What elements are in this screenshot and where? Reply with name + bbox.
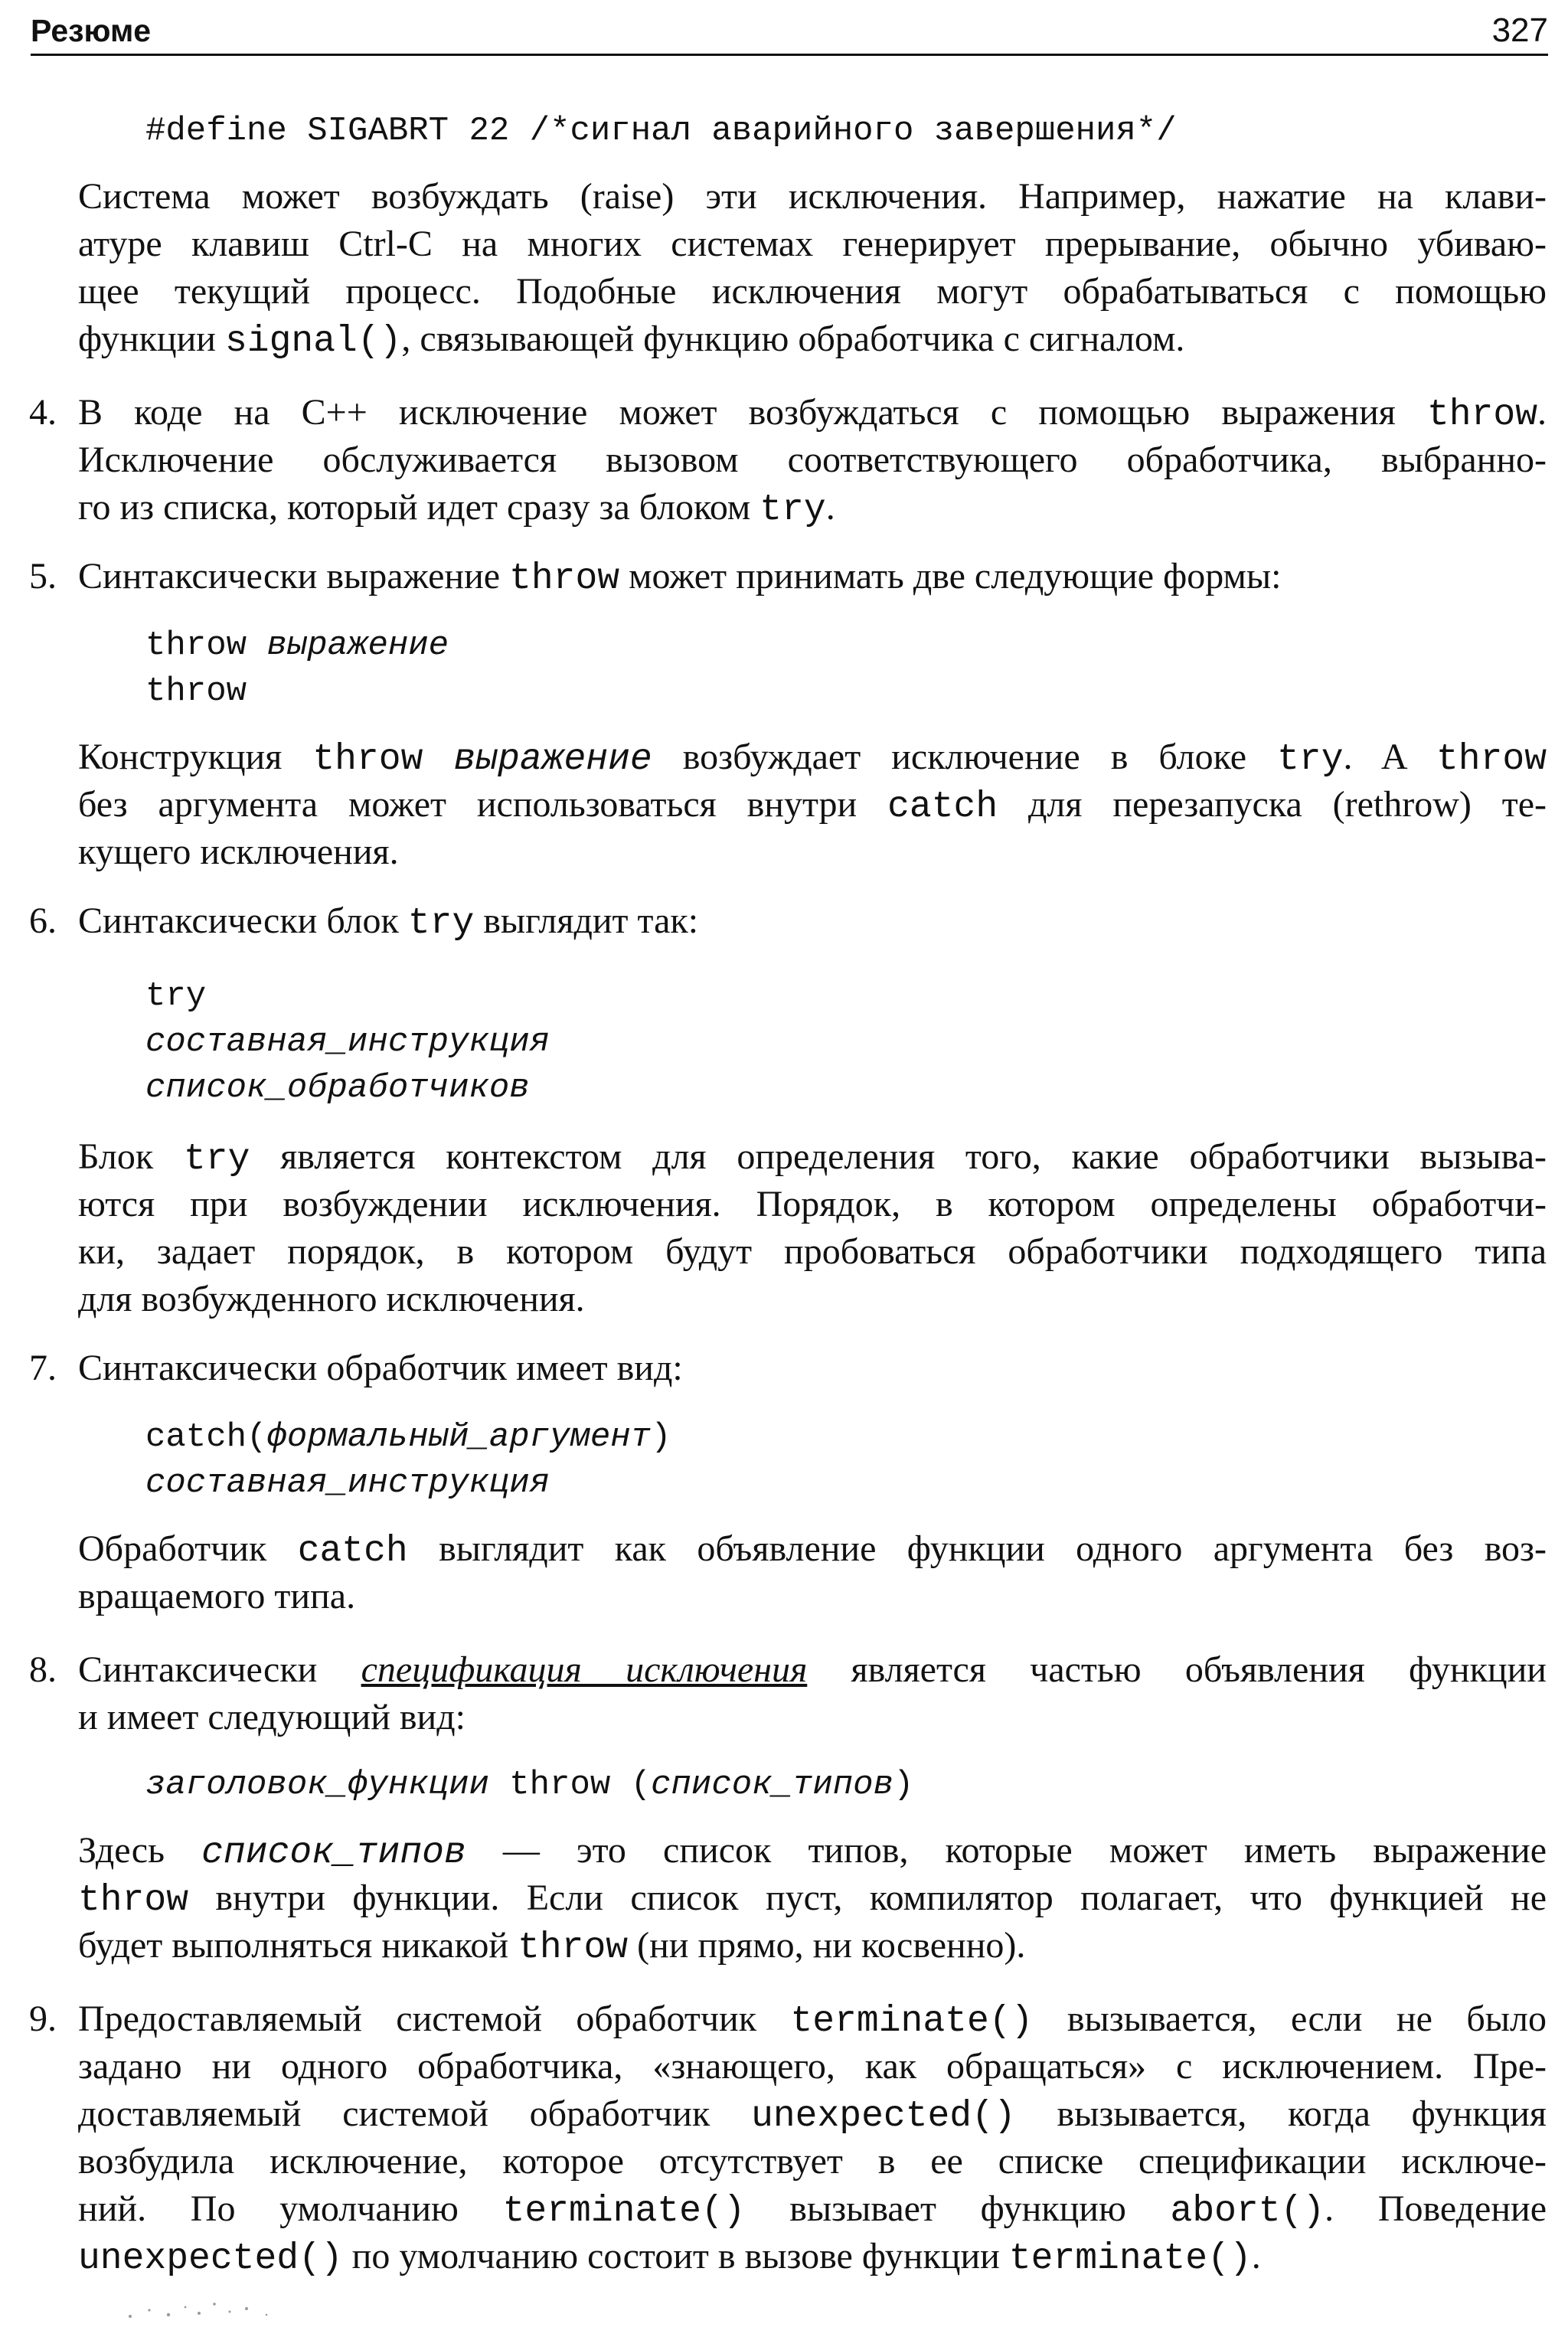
define-sigabrt-line: #define SIGABRT 22 /*сигнал аварийного завершения*/ [145,112,1177,150]
code-line: заголовок_функции throw (список_типов) [145,1766,914,1804]
inline-code: throw [78,1880,189,1921]
text-line: и имеет следующий вид: [78,1697,466,1737]
inline-code: try [407,903,475,944]
code-line: throw выражение [145,626,449,665]
inline-code: terminate() [502,2191,746,2232]
text-line: доставляемый системой обработчик unexpected() вызывается, когда функция [78,2093,1547,2137]
code-line: catch(формальный_аргумент) [145,1418,671,1456]
text-line: Блок try является контекстом для определения того, какие обработчики вызыва- [78,1136,1547,1180]
text-line: Здесь список_типов — это список типов, которые может иметь выражение [78,1830,1547,1874]
text-line: Конструкция throw выражение возбуждает исключение в блоке try. A throw [78,737,1547,780]
item-number: 6. [29,900,57,941]
code-line: try [145,977,207,1015]
item-number: 9. [29,1999,57,2039]
text-line: будет выполняться никакой throw (ни прямо, ни косвенно). [78,1925,1026,1969]
text-line: ки, задает порядок, в котором будут пробоваться обработчики подходящего типа [78,1231,1547,1272]
item-number: 5. [29,556,57,596]
inline-code: throw [312,739,423,780]
code-line: throw [145,672,247,711]
text-line: Синтаксически выражение throw может принимать две следующие формы: [78,556,1282,600]
text-line: Синтаксически обработчик имеет вид: [78,1348,683,1388]
code-line: составная_инструкция [145,1023,550,1061]
text-line: В коде на С++ исключение может возбуждаться с помощью выражения throw. [78,392,1547,436]
code-line: составная_инструкция [145,1464,550,1502]
inline-code: throw [518,1927,629,1969]
text-line: для возбужденного исключения. [78,1279,585,1319]
text-line: атуре клавиш Ctrl-C на многих системах генерирует прерывание, обычно убиваю- [78,224,1547,264]
inline-code: throw [1436,739,1547,780]
inline-code: unexpected() [78,2238,343,2280]
text-line: Обработчик catch выглядит как объявление функции одного аргумента без воз- [78,1528,1547,1572]
section-title: Резюме [31,13,152,48]
code-line: список_обработчиков [145,1069,530,1107]
inline-code: try [1277,739,1344,780]
inline-code: unexpected() [751,2096,1016,2137]
text-line: Синтаксически спецификация исключения является частью объявления функции [78,1649,1547,1690]
scan-speckle-mark [115,2293,291,2324]
text-line: функции signal(), связывающей функцию обработчика с сигналом. [78,319,1185,362]
inline-code: signal() [224,321,402,362]
inline-code: catch [887,786,998,828]
text-line: кущего исключения. [78,832,399,872]
inline-code: try [760,489,826,531]
text-line: щее текущий процесс. Подобные исключения могут обрабатываться с помощью [78,271,1547,312]
text-line: ются при возбуждении исключения. Порядок, в котором определены обработчи- [78,1184,1547,1224]
text-line: Предоставляемый системой обработчик terminate() вызывается, если не было [78,1999,1547,2042]
emphasis: спецификация исключения [361,1649,808,1690]
item-number: 7. [29,1348,57,1388]
text-line: без аргумента может использоваться внутри catch для перезапуска (rethrow) те- [78,784,1547,828]
text-line: Система может возбуждать (raise) эти исключения. Например, нажатие на клави- [78,176,1547,217]
running-header [31,11,1548,56]
text-line: задано ни одного обработчика, «знающего, как обращаться» с исключением. Пре- [78,2046,1547,2087]
inline-code: catch [297,1531,408,1572]
text-line: вращаемого типа. [78,1576,356,1616]
text-line: возбудила исключение, которое отсутствует в ее списке спецификации исключе- [78,2141,1547,2182]
inline-code: throw [1426,394,1537,436]
inline-code: abort() [1170,2191,1325,2232]
text-line: throw внутри функции. Если список пуст, компилятор полагает, что функцией не [78,1878,1547,1921]
inline-code: try [183,1139,250,1180]
inline-code: terminate() [790,2001,1034,2042]
item-number: 8. [29,1649,57,1690]
text-line: unexpected() по умолчанию состоит в вызове функции terminate(). [78,2236,1261,2280]
text-line: Синтаксически блок try выглядит так: [78,900,699,944]
text-line: Исключение обслуживается вызовом соответствующего обработчика, выбранно- [78,440,1547,480]
text-line: го из списка, который идет сразу за блоком try. [78,487,835,531]
page-number: 327 [1491,11,1548,49]
inline-code: terminate() [1008,2238,1252,2280]
text-line: ний. По умолчанию terminate() вызывает функцию abort(). Поведение [78,2188,1547,2232]
item-number: 4. [29,392,57,433]
inline-code: throw [509,558,620,600]
